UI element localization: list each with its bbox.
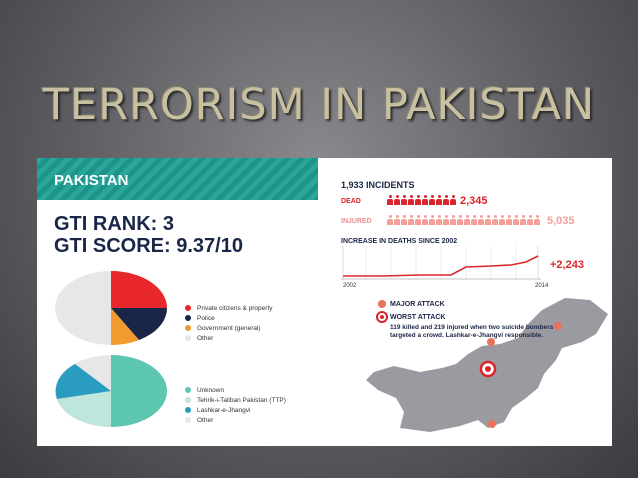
injured-label: INJURED	[341, 218, 372, 225]
person-icon	[450, 195, 456, 205]
person-icon	[429, 215, 435, 225]
person-icon	[415, 215, 421, 225]
groups-pie	[55, 355, 167, 427]
major-attack-label: MAJOR ATTACK	[390, 301, 445, 308]
worst-attack-label: WORST ATTACK	[390, 314, 446, 321]
legend-dot	[185, 335, 191, 341]
slide-title: TERRORISM IN PAKISTAN	[42, 80, 596, 130]
person-icon	[429, 195, 435, 205]
legend-dot	[185, 387, 191, 393]
person-icon	[443, 195, 449, 205]
infographic-panel	[37, 158, 612, 446]
groups-legend	[185, 385, 286, 425]
injured-people-icons	[387, 215, 541, 225]
person-icon	[478, 215, 484, 225]
person-icon	[471, 215, 477, 225]
country-label: PAKISTAN	[54, 172, 129, 189]
legend-item: Police	[185, 313, 273, 323]
injured-value: 5,035	[547, 215, 575, 227]
person-icon	[464, 215, 470, 225]
gti-rank: GTI RANK: 3	[54, 213, 174, 235]
person-icon	[422, 215, 428, 225]
pie-slice-private	[111, 271, 167, 308]
legend-item: Unknown	[185, 385, 286, 395]
targets-pie	[55, 271, 167, 345]
person-icon	[401, 215, 407, 225]
legend-dot	[185, 325, 191, 331]
person-icon	[492, 215, 498, 225]
person-icon	[499, 215, 505, 225]
targets-legend	[185, 303, 273, 343]
person-icon	[387, 215, 393, 225]
person-icon	[408, 195, 414, 205]
person-icon	[527, 215, 533, 225]
legend-dot	[185, 305, 191, 311]
person-icon	[436, 195, 442, 205]
major-attack-key-icon	[378, 300, 386, 308]
dead-value: 2,345	[460, 195, 488, 207]
country-banner	[37, 158, 318, 200]
person-icon	[534, 215, 540, 225]
person-icon	[387, 195, 393, 205]
increase-label: INCREASE IN DEATHS SINCE 2002	[341, 238, 458, 245]
deaths-trend-line	[341, 246, 541, 282]
incidents-count: 1,933 INCIDENTS	[341, 180, 415, 190]
legend-dot	[185, 397, 191, 403]
person-icon	[485, 215, 491, 225]
person-icon	[408, 215, 414, 225]
year-start-label: 2002	[343, 283, 357, 289]
deaths-increase-value: +2,243	[550, 259, 584, 271]
person-icon	[415, 195, 421, 205]
attack-marker-south	[488, 420, 496, 428]
person-icon	[457, 215, 463, 225]
person-icon	[513, 215, 519, 225]
worst-attack-description: 119 killed and 219 injured when two suicide bombers targeted a crowd. Lashkar-e-Jhangvi responsible.	[390, 324, 554, 339]
dead-label: DEAD	[341, 198, 361, 205]
dead-people-icons	[387, 195, 457, 205]
legend-dot	[185, 407, 191, 413]
legend-item: Lashkar-e-Jhangvi	[185, 405, 286, 415]
pie-slice-unknown	[111, 355, 167, 427]
legend-dot	[185, 315, 191, 321]
person-icon	[450, 215, 456, 225]
legend-dot	[185, 417, 191, 423]
person-icon	[436, 215, 442, 225]
legend-item: Other	[185, 415, 286, 425]
person-icon	[394, 215, 400, 225]
person-icon	[520, 215, 526, 225]
legend-item: Private citizens & property	[185, 303, 273, 313]
person-icon	[443, 215, 449, 225]
person-icon	[394, 195, 400, 205]
person-icon	[422, 195, 428, 205]
legend-item: Other	[185, 333, 273, 343]
legend-item: Tehrik-i-Taliban Pakistan (TTP)	[185, 395, 286, 405]
year-end-label: 2014	[535, 283, 549, 289]
gti-score: GTI SCORE: 9.37/10	[54, 235, 243, 257]
legend-item: Government (general)	[185, 323, 273, 333]
person-icon	[401, 195, 407, 205]
person-icon	[506, 215, 512, 225]
